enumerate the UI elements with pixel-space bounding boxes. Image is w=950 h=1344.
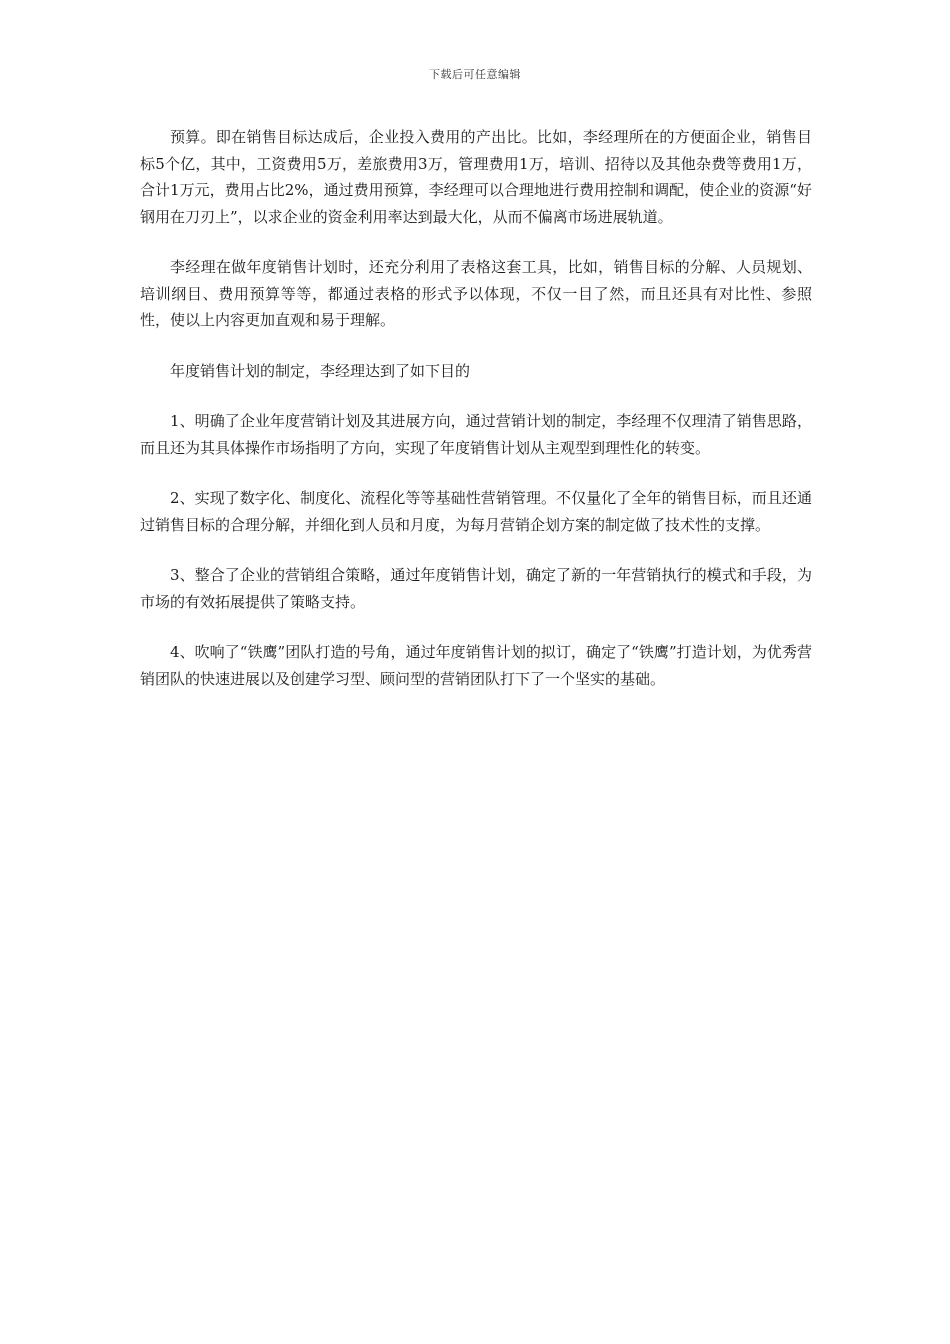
paragraph-budget: 预算。即在销售目标达成后，企业投入费用的产出比。比如，李经理所在的方便面企业，销售目标5个亿，其中，工资费用5万，差旅费用3万，管理费用1万，培训、招待以及其他杂费等费用1万，合计1万元，费用占比2%，通过费用预算，李经理可以合理地进行费用控制和调配，使企业的资源“好钢用在刀刃上”，以求企业的资金利用率达到最大化，从而不偏离市场进展轨道。 [140,128,812,226]
paragraph-goal-2: 2、实现了数字化、制度化、流程化等等基础性营销管理。不仅量化了全年的销售目标，而且还通过销售目标的合理分解，并细化到人员和月度，为每月营销企划方案的制定做了技术性的支撑。 [140,489,812,534]
paragraph-goal-4: 4、吹响了“铁鹰”团队打造的号角，通过年度销售计划的拟订，确定了“铁鹰”打造计划，为优秀营销团队的快速进展以及创建学习型、顾问型的营销团队打下了一个坚实的基础。 [140,643,812,688]
header-note: 下载后可任意编辑 [429,68,521,81]
paragraph-goal-1: 1、明确了企业年度营销计划及其进展方向，通过营销计划的制定，李经理不仅理清了销售思路，而且还为其具体操作市场指明了方向，实现了年度销售计划从主观型到理性化的转变。 [140,412,812,457]
paragraph-tables: 李经理在做年度销售计划时，还充分利用了表格这套工具，比如，销售目标的分解、人员规划、培训纲目、费用预算等等，都通过表格的形式予以体现，不仅一目了然，而且还具有对比性、参照性，使以上内容更加直观和易于理解。 [140,258,812,329]
document-body [140,124,812,716]
paragraph-goals-intro: 年度销售计划的制定，李经理达到了如下目的 [170,361,471,380]
paragraph-goal-3: 3、整合了企业的营销组合策略，通过年度销售计划，确定了新的一年营销执行的模式和手段，为市场的有效拓展提供了策略支持。 [140,566,812,611]
